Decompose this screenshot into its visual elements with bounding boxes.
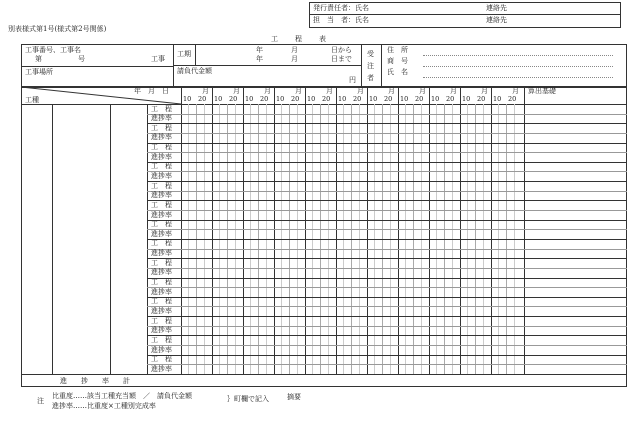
calc-basis-divider [524,87,525,374]
progress-row-label: 進捗率 [151,114,172,123]
header-col-2 [195,44,196,65]
day-label: 10 [214,95,223,103]
trade-name-line [423,66,613,67]
contract-amount-label: 請負代金額 [177,67,212,75]
name-line [423,77,613,78]
issuer-contact-2: 連絡先 [486,16,507,24]
month-col-divider [305,87,306,374]
row-divider [147,191,627,192]
number-label: 第 [35,55,42,63]
note-line-1: 比重度……該当工種充当額 ／ 請負代金額 [52,392,192,400]
row-divider [147,229,627,230]
issuer-divider [309,14,621,15]
day-label: 20 [260,95,269,103]
progress-total-top [21,374,627,375]
day-label: 10 [307,95,316,103]
row-divider [147,345,627,346]
period-label: 工期 [177,50,191,58]
header-col-3 [361,44,362,87]
month-label: 月 [264,87,271,95]
progress-row-label: 進捗率 [151,306,172,315]
process-row-label: 工 程 [151,143,172,152]
day-label: 10 [462,95,471,103]
note-line-2: 進捗率……比重度×工種別完成率 [52,402,156,410]
row-divider [147,364,627,365]
row-divider [147,162,627,163]
progress-row-label: 進捗率 [151,287,172,296]
day-label: 10 [493,95,502,103]
until-label: 日まで [331,55,352,63]
row-divider [147,210,627,211]
year-1: 年 [256,46,263,54]
month-col-divider [491,87,492,374]
process-row-label: 工 程 [151,220,172,229]
day-label: 20 [508,95,517,103]
process-row-label: 工 程 [151,297,172,306]
process-row-label: 工 程 [151,104,172,113]
process-row-label: 工 程 [151,162,172,171]
progress-row-label: 進捗率 [151,191,172,200]
row-divider [147,278,627,279]
month-label: 月 [388,87,395,95]
row-divider [147,335,627,336]
day-label: 20 [446,95,455,103]
from-label: 日から [331,46,352,54]
issuer-role-2: 担 当 者：氏名 [313,16,369,24]
month-label: 月 [450,87,457,95]
progress-row-label: 進捗率 [151,326,172,335]
month-col-divider [367,87,368,374]
month-col-divider [243,87,244,374]
month-col-divider [398,87,399,374]
process-row-label: 工 程 [151,355,172,364]
row-divider [147,268,627,269]
day-label: 20 [477,95,486,103]
issuer-contact-1: 連絡先 [486,4,507,12]
progress-row-label: 進捗率 [151,133,172,142]
row-divider [147,297,627,298]
day-label: 20 [291,95,300,103]
month-label: 月 [326,87,333,95]
type-label: 工種 [25,96,39,104]
row-divider [147,249,627,250]
day-label: 10 [338,95,347,103]
row-divider [147,355,627,356]
month-label: 月 [233,87,240,95]
address-line [423,55,613,56]
contractor-label: 受 注 者 [367,50,374,82]
progress-row-label: 進捗率 [151,210,172,219]
trade-name-label: 商 号 [387,57,408,65]
note-summary: 摘要 [287,393,301,401]
progress-row-label: 進捗率 [151,268,172,277]
page-title: 工 程 表 [271,35,327,43]
location-label: 工事場所 [25,68,53,76]
header-row-divider [21,66,173,67]
progress-total-label: 進 捗 率 計 [60,377,130,385]
ymd-label: 年 月 日 [134,87,169,95]
header-row-divider-2 [173,65,361,66]
month-col-divider [212,87,213,374]
note-bracket: ｝町欄で記入 [227,395,269,403]
month-label: 月 [512,87,519,95]
progress-row-label: 進捗率 [151,152,172,161]
row-divider [147,181,627,182]
day-label: 10 [431,95,440,103]
yen-label: 円 [349,76,356,84]
row-divider [147,200,627,201]
row-divider [147,306,627,307]
month-col-divider [429,87,430,374]
day-label: 10 [276,95,285,103]
month-1: 月 [291,46,298,54]
row-divider [147,171,627,172]
calc-basis-label: 算出基礎 [528,87,556,95]
day-label: 20 [415,95,424,103]
job-number-label: 工事番号、工事名 [25,46,81,54]
month-col-divider [274,87,275,374]
process-row-label: 工 程 [151,335,172,344]
row-divider [147,326,627,327]
month-label: 月 [419,87,426,95]
row-divider [147,152,627,153]
day-label: 10 [369,95,378,103]
process-row-label: 工 程 [151,123,172,132]
row-divider [147,239,627,240]
header-col-4 [381,44,382,87]
day-label: 20 [198,95,207,103]
month-area-left [181,87,182,374]
progress-row-label: 進捗率 [151,249,172,258]
month-label: 月 [202,87,209,95]
progress-row-label: 進捗率 [151,229,172,238]
month-2: 月 [291,55,298,63]
day-label: 10 [245,95,254,103]
form-reference: 別表様式第1号(様式第2号関係) [8,25,107,33]
day-label: 20 [229,95,238,103]
process-row-label: 工 程 [151,278,172,287]
process-row-label: 工 程 [151,239,172,248]
process-row-label: 工 程 [151,200,172,209]
process-row-label: 工 程 [151,316,172,325]
row-divider [147,114,627,115]
month-label: 月 [295,87,302,95]
type-col-divider-2 [110,104,111,374]
name-label: 氏 名 [387,68,408,76]
row-divider [147,220,627,221]
day-label: 20 [353,95,362,103]
process-row-label: 工 程 [151,258,172,267]
note-label: 注 [37,397,44,405]
type-col-divider-1 [52,104,53,374]
month-col-divider [460,87,461,374]
row-divider [147,258,627,259]
address-label: 住 所 [387,46,408,54]
month-label: 月 [357,87,364,95]
row-divider [147,143,627,144]
go-label: 号 [78,55,85,63]
day-label: 10 [400,95,409,103]
month-label: 月 [481,87,488,95]
year-2: 年 [256,55,263,63]
process-row-label: 工 程 [151,181,172,190]
progress-row-label: 進捗率 [151,171,172,180]
day-label: 10 [183,95,192,103]
issuer-role-1: 発行責任者：氏名 [313,4,369,12]
day-label: 20 [384,95,393,103]
progress-row-label: 進捗率 [151,364,172,373]
row-divider [147,287,627,288]
row-divider [147,123,627,124]
month-col-divider [336,87,337,374]
row-divider [147,316,627,317]
progress-row-label: 進捗率 [151,345,172,354]
column-header-bottom [21,104,627,105]
koji-label: 工事 [151,55,165,63]
row-divider [147,133,627,134]
day-label: 20 [322,95,331,103]
